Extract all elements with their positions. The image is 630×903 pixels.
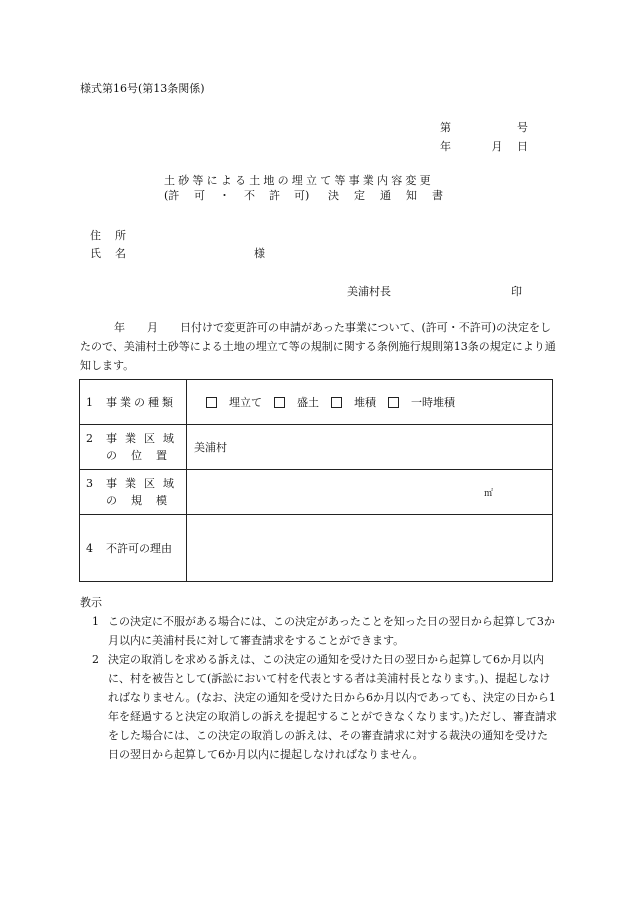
reason-value[interactable] <box>187 515 553 582</box>
unit-square-meter: ㎡ <box>483 488 493 499</box>
checkbox-icon[interactable] <box>331 397 342 408</box>
label-scale <box>80 470 187 515</box>
row-label: 不許可の理由 <box>106 541 172 555</box>
checkbox-icon[interactable] <box>274 397 285 408</box>
instruction-number: 1 <box>92 615 99 628</box>
body-year: 年 <box>114 321 125 334</box>
row-label-b: の規模 <box>106 494 181 507</box>
title-line-2 <box>164 188 446 203</box>
details-table <box>79 379 553 582</box>
form-number: 様式第16号(第13条関係) <box>80 82 205 95</box>
row-label-a: 事業区域 <box>106 477 182 490</box>
document-title <box>164 173 446 203</box>
option-umetate[interactable] <box>206 394 262 410</box>
row-label-b: の位置 <box>106 449 181 462</box>
table-row-location <box>80 425 553 470</box>
location-value[interactable] <box>187 425 553 470</box>
label-reason <box>80 515 187 582</box>
table-row-business-type <box>80 380 553 425</box>
document-number <box>440 119 528 138</box>
option-label: 盛土 <box>297 396 319 409</box>
instruction-item <box>80 650 558 764</box>
option-morido[interactable] <box>274 394 319 410</box>
body-text: 日付けで変更許可の申請があった事業について、(許可・不許可)の決定をしたので、美浦村土砂等による土地の埋立て等の規制に関する条例施行規則第13条の規定により通知します。 <box>80 321 556 372</box>
title-part: 不 <box>244 189 255 202</box>
title-part: 許 <box>269 189 280 202</box>
title-part: 可 <box>194 189 205 202</box>
title-part: 可) <box>294 189 310 202</box>
doc-no-dai: 第 <box>440 121 451 134</box>
seal-mark: 印 <box>511 285 522 298</box>
table-row-reason <box>80 515 553 582</box>
row-number: 1 <box>86 395 93 409</box>
title-part: 定 <box>354 189 365 202</box>
checkbox-icon[interactable] <box>388 397 399 408</box>
address-label: 住所 <box>90 229 140 242</box>
option-taiseki[interactable] <box>331 394 376 410</box>
business-type-options <box>187 380 553 425</box>
date-day: 日 <box>517 140 528 153</box>
label-location <box>80 425 187 470</box>
body-paragraph <box>80 318 558 375</box>
row-number: 2 <box>86 432 93 445</box>
issuer-name: 美浦村長 <box>347 285 391 298</box>
scale-value[interactable] <box>187 470 553 515</box>
instructions-section <box>80 593 558 764</box>
row-number: 4 <box>86 541 93 555</box>
option-label: 一時堆積 <box>411 396 455 409</box>
table-row-scale <box>80 470 553 515</box>
row-label: 事業の種類 <box>106 395 176 409</box>
body-month: 月 <box>147 321 158 334</box>
title-part: ・ <box>219 189 230 202</box>
title-part: 通 <box>380 189 391 202</box>
label-business-type <box>80 380 187 425</box>
title-part: 決 <box>328 189 339 202</box>
row-label-a: 事業区域 <box>106 432 182 445</box>
title-part: (許 <box>164 189 180 202</box>
option-label: 埋立て <box>229 396 262 409</box>
honorific-sama: 様 <box>254 247 265 260</box>
document-date <box>440 138 528 157</box>
instruction-text: この決定に不服がある場合には、この決定があったことを知った日の翌日から起算して3か月以内に美浦村長に対して審査請求をすることができます。 <box>108 615 555 647</box>
addressee-block <box>90 227 265 263</box>
instruction-item <box>80 612 558 650</box>
title-part: 知 <box>406 189 417 202</box>
option-label: 堆積 <box>354 396 376 409</box>
date-month: 月 <box>491 140 503 153</box>
instruction-text: 決定の取消しを求める訴えは、この決定の通知を受けた日の翌日から起算して6か月以内に、村を被告として(訴訟において村を代表とする者は美浦村長となります。)、提起しなければなりません。(なお、決定の通知を受けた日から6か月以内であっても、決定の日から1年を経過すると決定の取消しの訴えを提起することができなくなります。)ただし、審査請求をした場合には、この決定の取消しの訴えは、その審査請求に対する裁決の通知を受けた日の翌日から起算して6か月以内に提起しなければなりません。 <box>108 653 557 761</box>
instruction-number: 2 <box>92 653 99 666</box>
date-year: 年 <box>440 140 451 153</box>
checkbox-icon[interactable] <box>206 397 217 408</box>
location-text: 美浦村 <box>194 441 227 454</box>
title-part: 書 <box>432 189 443 202</box>
option-ichiji-taiseki[interactable] <box>388 394 455 410</box>
document-number-date <box>440 119 528 157</box>
name-label: 氏名 <box>90 247 140 260</box>
row-number: 3 <box>86 477 93 490</box>
instructions-heading: 教示 <box>80 596 102 609</box>
title-line-1: 土砂等による土地の埋立て等事業内容変更 <box>164 174 434 187</box>
doc-no-go: 号 <box>517 121 528 134</box>
